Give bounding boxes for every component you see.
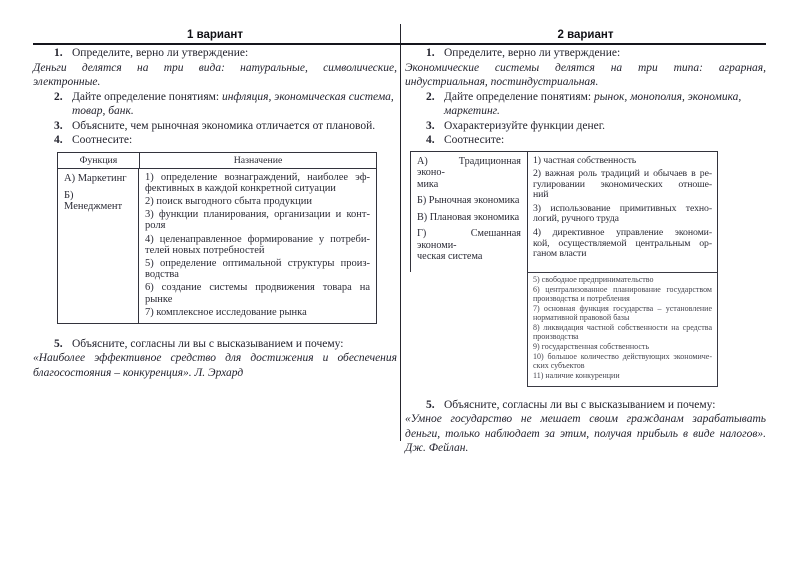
text-line: В) Плановая экономика	[417, 211, 520, 223]
text-line: благосостояния – конкуренция». Л. Эрхард	[33, 366, 244, 379]
text-line: индустриальная, постиндустриальная.	[405, 76, 599, 88]
table-list-item	[417, 195, 521, 207]
question-text: Объясните, согласны ли вы с высказыванием и почему:	[72, 337, 344, 350]
question-number: 1.	[426, 47, 435, 59]
text-line: 1) определение вознаграждений, наиболее эф-	[145, 171, 370, 183]
variant1-title: 1 вариант	[187, 29, 243, 41]
question-text: Соотнесите:	[72, 134, 133, 146]
table-list-item	[533, 343, 712, 352]
v1-matching-table	[57, 152, 377, 324]
table-list-item	[145, 258, 370, 280]
question-number: 3.	[426, 119, 435, 132]
table-cell-economy-types	[410, 152, 527, 272]
text-line: 6) централизованное планирование государством	[533, 284, 712, 294]
v1-question-5	[33, 337, 397, 352]
question-label: Дайте определение понятиям:	[444, 90, 594, 103]
text-line: Б) Рыночная экономика	[417, 195, 520, 206]
text-line: нормативной правовой базы	[533, 312, 630, 322]
table-list-item	[533, 169, 712, 201]
question-number: 1.	[54, 47, 63, 59]
text-line: 2) важная роль традиций и обычаев в ре-	[533, 167, 712, 179]
table-bottom-section	[527, 272, 718, 387]
text-line: Б) Менеджмент	[64, 189, 123, 212]
text-line: 2) поиск выгодного сбыта продукции	[145, 195, 312, 207]
table-list-item	[145, 196, 370, 207]
table-list-item	[533, 228, 712, 260]
question-number: 4.	[426, 134, 435, 146]
text-line: рынке	[145, 293, 173, 305]
text-line: Экономические системы делятся на три типа: аграрная,	[405, 61, 766, 74]
question-text	[72, 90, 397, 119]
text-line: «Наиболее эффективное средство для достижения и обеспечения	[33, 352, 397, 365]
v1-question-4	[33, 133, 397, 148]
text-line: 3) использование примитивных техно-	[533, 202, 712, 214]
text-line: 4) целенаправленное формирование у потреби-	[145, 233, 370, 245]
text-line: фективных в каждой конкретной ситуации	[145, 182, 336, 194]
text-line: логий, ручного труда	[533, 213, 619, 225]
question-text: Определите, верно ли утверждение:	[72, 47, 249, 59]
text-line: 5) свободное предпринимательство	[533, 274, 654, 284]
text-line: ний	[533, 189, 549, 201]
v2-quote	[405, 412, 766, 456]
text-line: 5) определение оптимальной структуры произ-	[145, 257, 370, 269]
question-text: Соотнесите:	[444, 134, 505, 146]
text-line: Дж. Фейлан.	[405, 442, 469, 455]
table-list-item	[533, 286, 712, 304]
table-cell-purposes	[139, 169, 376, 323]
text-line: производства и потребления	[533, 293, 630, 303]
table-body-row	[58, 169, 376, 323]
table-list-item	[145, 282, 370, 304]
table-top-section	[410, 151, 718, 272]
table-list-item	[417, 156, 521, 191]
text-line: ских субъектов	[533, 361, 585, 371]
v2-question-4	[405, 133, 766, 148]
text-line: Деньги делятся на три вида: натуральные, символические,	[33, 61, 397, 74]
text-line: ганом власти	[533, 248, 587, 260]
text-line: производства	[533, 331, 579, 341]
v1-question-2	[33, 90, 397, 119]
table-header-function: Функция	[58, 153, 140, 168]
v1-question-1	[33, 46, 397, 61]
text-line: 7) комплексное исследование рынка	[145, 306, 307, 318]
table-list-item	[145, 209, 370, 231]
text-line: гулировании экономических отноше-	[533, 178, 712, 190]
text-line: кой, осуществляемой центральным ор-	[533, 237, 712, 249]
table-list-item	[145, 307, 370, 318]
question-terms: рынок, монополия, экономика, маркетинг.	[444, 90, 742, 117]
text-line: 8) ликвидация частной собственности на средства	[533, 322, 712, 332]
v2-question-3	[405, 119, 766, 134]
question-terms: инфляция, экономическая система, товар, банк.	[72, 90, 394, 117]
table-list-item	[533, 324, 712, 342]
text-line: 11) наличие конкуренции	[533, 371, 620, 381]
v1-statement	[33, 61, 397, 90]
table-list-item	[533, 276, 712, 285]
text-line: телей новых потребностей	[145, 244, 265, 256]
question-number: 4.	[54, 134, 63, 146]
v2-question-2	[405, 90, 766, 119]
text-line: 10) большое количество действующих экономиче-	[533, 352, 712, 362]
table-list-item	[417, 228, 521, 263]
text-line: 9) государственная собственность	[533, 342, 650, 352]
text-line: мика	[417, 178, 439, 190]
text-line: 7) основная функция государства – установление	[533, 303, 712, 313]
table-list-item	[145, 172, 370, 194]
variant2-title: 2 вариант	[557, 29, 614, 41]
question-number: 2.	[426, 90, 435, 103]
table-list-item	[533, 156, 712, 167]
text-line: роля	[145, 220, 166, 232]
variant1-column	[33, 27, 397, 380]
text-line: электронные.	[33, 76, 101, 88]
question-number: 2.	[54, 90, 63, 103]
variant2-column	[405, 27, 766, 456]
table-list-item	[533, 305, 712, 323]
v2-question-5	[405, 398, 766, 413]
table-cell-features	[527, 152, 718, 272]
v1-question-3	[33, 119, 397, 134]
text-line: деньги, только наблюдает за этим, получая прибыль в виде налогов».	[405, 427, 766, 440]
text-line: ческая система	[417, 251, 483, 262]
text-line: Г) Смешанная экономи-	[417, 228, 521, 251]
column-divider-line	[400, 24, 401, 441]
table-list-item	[145, 234, 370, 256]
text-line: «Умное государство не мешает своим гражданам зарабатывать	[405, 413, 766, 426]
text-line: 1) частная собственность	[533, 154, 637, 166]
text-line: 6) создание системы продвижения товара на	[145, 282, 370, 294]
question-text: Определите, верно ли утверждение:	[444, 47, 621, 59]
table-cell-functions	[58, 169, 139, 323]
table-cell-features-small	[528, 273, 717, 386]
question-text	[444, 90, 766, 119]
table-header-purpose: Назначение	[233, 154, 283, 166]
table-list-item	[417, 212, 521, 224]
text-line: А) Маркетинг	[64, 172, 127, 184]
question-number: 3.	[54, 119, 63, 132]
question-text: Объясните, согласны ли вы с высказыванием и почему:	[444, 398, 716, 411]
question-number: 5.	[426, 398, 435, 411]
v2-statement	[405, 61, 766, 90]
table-list-item	[64, 190, 132, 212]
question-text: Охарактеризуйте функции денег.	[444, 119, 606, 132]
text-line: А) Традиционная эконо-	[417, 155, 521, 178]
table-list-item	[64, 173, 132, 184]
text-line: 4) директивное управление экономи-	[533, 226, 712, 238]
v2-question-1	[405, 46, 766, 61]
table-list-item	[533, 353, 712, 371]
text-line: 3) функции планирования, организации и конт-	[145, 209, 370, 221]
question-text: Объясните, чем рыночная экономика отличается от плановой.	[72, 119, 376, 132]
table-list-item	[533, 204, 712, 226]
question-label: Дайте определение понятиям:	[72, 90, 222, 103]
v1-quote	[33, 351, 397, 380]
table-header-row	[58, 153, 376, 169]
v2-matching-table	[410, 151, 718, 387]
question-number: 5.	[54, 337, 63, 350]
table-list-item	[533, 372, 712, 381]
text-line: водства	[145, 269, 179, 281]
